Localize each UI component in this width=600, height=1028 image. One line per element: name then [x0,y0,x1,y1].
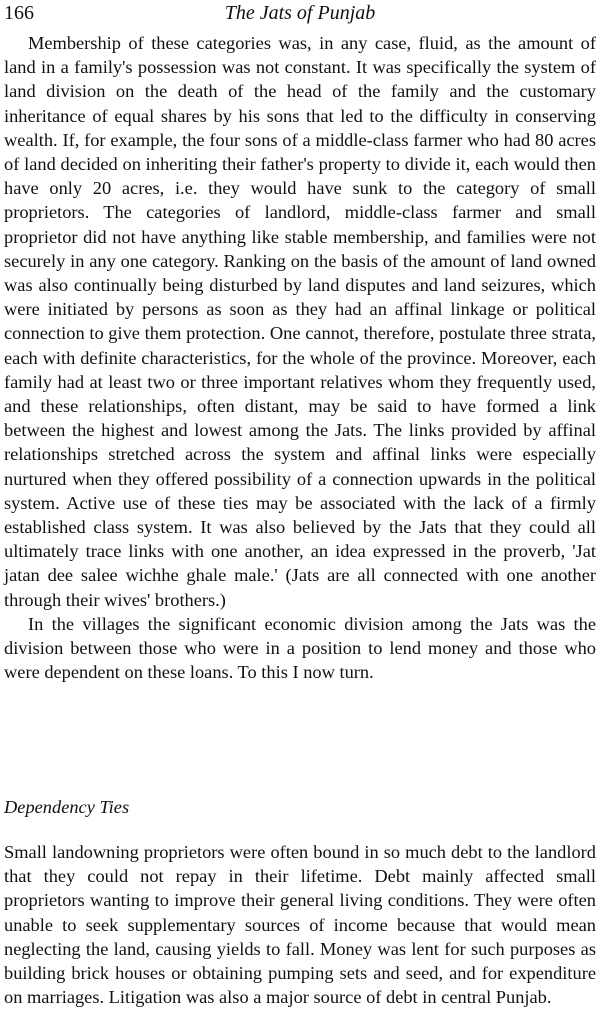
page-header [4,0,596,30]
paragraph: Membership of these categories was, in any case, fluid, as the amount of land in a family's possession was not constant. It was specifically the system of land division on the death of the head of the family and the customary inheritance of equal shares by his sons that led to the difficulty in conserving wealth. If, for example, the four sons of a middle-class farmer who had 80 acres of land decided on inheriting their father's property to divide it, each would then have only 20 acres, i.e. they would have sunk to the category of small proprietors. The categories of landlord, middle-class farmer and small proprietor did not have anything like stable membership, and families were not securely in any one category. Ranking on the basis of the amount of land owned was also continually being disturbed by land disputes and land seizures, which were initiated by persons as soon as they had an affinal linkage or political connection to give them protection. One cannot, therefore, postulate three strata, each with definite characteristics, for the whole of the province. Moreover, each family had at least two or three important relatives whom they frequently used, and these relationships, often distant, may be said to have formed a link between the highest and lowest among the Jats. The links provided by affinal relationships stretched across the system and affinal links were especially nurtured when they offered possibility of a connection upwards in the political system. Active use of these ties may be associated with the lack of a firmly established class system. It was also believed by the Jats that they could all ultimately trace links with one another, an idea expressed in the proverb, 'Jat jatan dee salee wichhe ghale male.' (Jats are all connected with one another through their wives' brothers.) [4,33,596,610]
paragraph: Small landowning proprietors were often bound in so much debt to the landlord that they could not repay in their lifetime. Debt mainly affected small proprietors wanting to improve their general living conditions. They were often unable to seek supplementary sources of income because that would mean neglecting the land, causing yields to fall. Money was lent for such purposes as building brick houses or obtaining pumping sets and seed, and for expenditure on marriages. Litigation was also a major source of debt in central Punjab. [4,842,596,1008]
section-heading: Dependency Ties [4,797,130,817]
running-title: The Jats of Punjab [224,2,376,24]
section-text [4,840,596,1009]
main-text [4,31,596,684]
paragraph: In the villages the significant economic division among the Jats was the division between those who were in a position to lend money and those who were dependent on these loans. To this I now turn. [4,613,596,683]
page-number: 166 [4,2,34,24]
